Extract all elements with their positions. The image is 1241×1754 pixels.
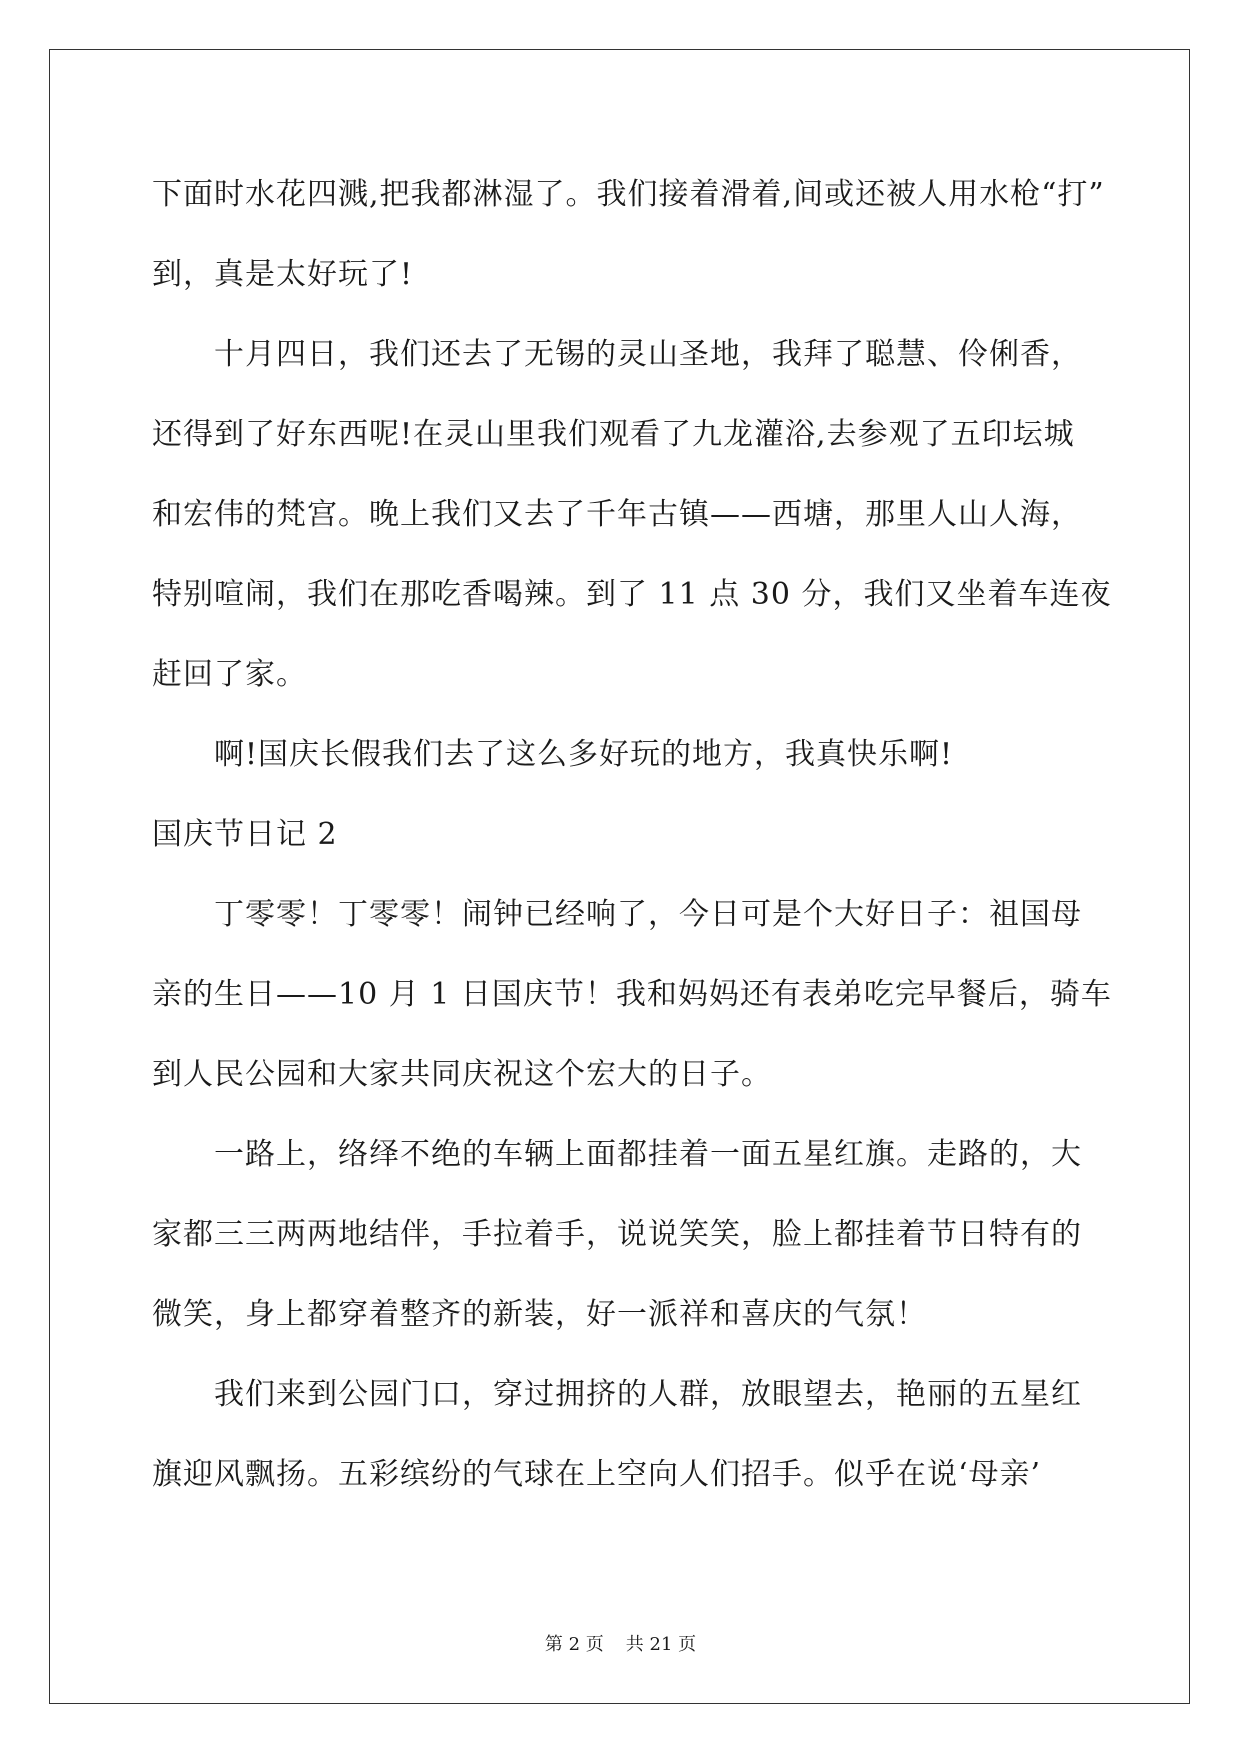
text-line: 亲的生日——10 月 1 日国庆节！我和妈妈还有表弟吃完早餐后，骑车: [152, 977, 1112, 1012]
text-line: 家都三三两两地结伴，手拉着手，说说笑笑，脸上都挂着节日特有的: [152, 1217, 1082, 1252]
paragraph-start: 丁零零！丁零零！闹钟已经响了，今日可是个大好日子：祖国母: [214, 897, 1082, 932]
text-line: 到人民公园和大家共同庆祝这个宏大的日子。: [152, 1057, 772, 1092]
text-line: 微笑，身上都穿着整齐的新装，好一派祥和喜庆的气氛！: [152, 1297, 927, 1332]
page-footer: [0, 1630, 1241, 1656]
page-number: 第 2 页: [544, 1634, 604, 1655]
paragraph-start: 啊!国庆长假我们去了这么多好玩的地方，我真快乐啊!: [214, 737, 954, 772]
page-total: 共 21 页: [625, 1634, 697, 1655]
text-line: 到，真是太好玩了!: [152, 257, 414, 292]
section-heading: 国庆节日记 2: [152, 817, 338, 852]
text-line: 旗迎风飘扬。五彩缤纷的气球在上空向人们招手。似乎在说‘母亲’: [152, 1457, 1042, 1492]
text-line: 赶回了家。: [152, 657, 307, 692]
text-line: 下面时水花四溅,把我都淋湿了。我们接着滑着,间或还被人用水枪“打”: [152, 177, 1105, 212]
text-line: 特别喧闹，我们在那吃香喝辣。到了 11 点 30 分，我们又坐着车连夜: [152, 577, 1112, 612]
paragraph-start: 一路上，络绎不绝的车辆上面都挂着一面五星红旗。走路的，大: [214, 1137, 1082, 1172]
text-line: 还得到了好东西呢!在灵山里我们观看了九龙灌浴,去参观了五印坛城: [152, 417, 1075, 452]
text-line: 和宏伟的梵宫。晚上我们又去了千年古镇——西塘，那里人山人海，: [152, 497, 1082, 532]
document-body: [152, 155, 1112, 1515]
paragraph-start: 十月四日，我们还去了无锡的灵山圣地，我拜了聪慧、伶俐香，: [214, 337, 1082, 372]
paragraph-start: 我们来到公园门口，穿过拥挤的人群，放眼望去，艳丽的五星红: [214, 1377, 1082, 1412]
